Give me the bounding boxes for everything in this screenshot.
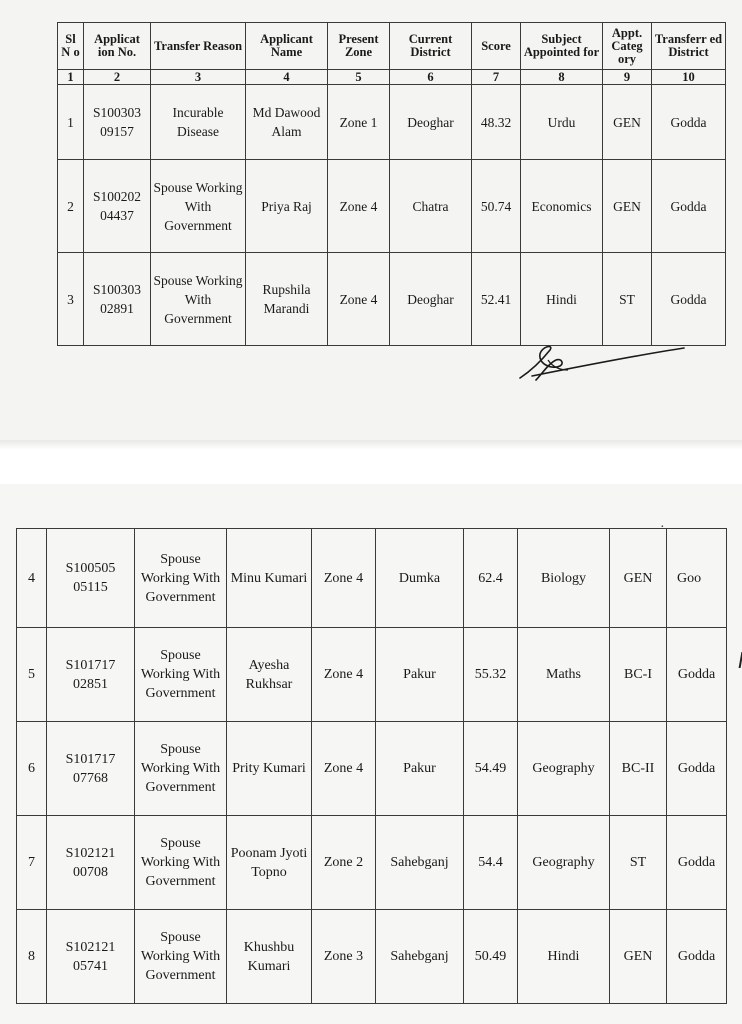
table-row (17, 722, 727, 816)
column-number: 7 (472, 70, 521, 85)
column-number: 10 (652, 70, 726, 85)
cell-present-zone: Zone 4 (312, 722, 376, 816)
header-subject: Subject Appointed for (521, 23, 603, 70)
cell-category: GEN (603, 85, 652, 160)
scan-edge-mark (733, 652, 742, 668)
cell-transferred-district: Godda (652, 85, 726, 160)
header-transfer-reason: Transfer Reason (151, 23, 246, 70)
transfer-table-page-1 (57, 22, 726, 346)
cell-transferred-district: Godda (667, 628, 727, 722)
column-number: 8 (521, 70, 603, 85)
cell-category: ST (610, 816, 667, 910)
cell-current-district: Pakur (376, 628, 464, 722)
cell-application-no: S101717 02851 (47, 628, 135, 722)
cell-sl: 8 (17, 910, 47, 1004)
cell-applicant-name: Poonam Jyoti Topno (227, 816, 312, 910)
cell-transfer-reason: Spouse Working With Government (135, 628, 227, 722)
cell-current-district: Dumka (376, 529, 464, 628)
column-number: 6 (390, 70, 472, 85)
cell-present-zone: Zone 3 (312, 910, 376, 1004)
cell-score: 54.49 (464, 722, 518, 816)
cell-transfer-reason: Spouse Working With Government (151, 160, 246, 253)
cell-current-district: Deoghar (390, 253, 472, 346)
cell-application-no: S100202 04437 (84, 160, 151, 253)
cell-subject: Economics (521, 160, 603, 253)
cell-sl: 7 (17, 816, 47, 910)
cell-present-zone: Zone 4 (312, 529, 376, 628)
cell-transfer-reason: Spouse Working With Government (135, 722, 227, 816)
cell-transferred-district: Godda (667, 816, 727, 910)
cell-subject: Hindi (521, 253, 603, 346)
cell-current-district: Deoghar (390, 85, 472, 160)
cell-application-no: S100303 02891 (84, 253, 151, 346)
column-number: 9 (603, 70, 652, 85)
column-number: 1 (58, 70, 84, 85)
cell-category: GEN (610, 910, 667, 1004)
header-applicant-name: Applicant Name (246, 23, 328, 70)
cell-score: 52.41 (472, 253, 521, 346)
cell-category: ST (603, 253, 652, 346)
cell-subject: Biology (518, 529, 610, 628)
table-row (58, 253, 726, 346)
column-number-row (58, 70, 726, 85)
signature (512, 340, 692, 390)
cell-category: BC-II (610, 722, 667, 816)
page-edge-shadow (0, 440, 742, 450)
cell-score: 54.4 (464, 816, 518, 910)
cell-score: 50.49 (464, 910, 518, 1004)
cell-transferred-district: Goo (667, 529, 727, 628)
cell-transferred-district: Godda (667, 722, 727, 816)
table-row (17, 816, 727, 910)
cell-present-zone: Zone 4 (312, 628, 376, 722)
cell-score: 50.74 (472, 160, 521, 253)
cell-application-no: S101717 07768 (47, 722, 135, 816)
page-gap (0, 448, 742, 484)
table-row (17, 910, 727, 1004)
cell-subject: Geography (518, 816, 610, 910)
column-number: 2 (84, 70, 151, 85)
cell-category: GEN (603, 160, 652, 253)
cell-transferred-district: Godda (667, 910, 727, 1004)
table-row (17, 628, 727, 722)
cell-application-no: S102121 05741 (47, 910, 135, 1004)
table-row (58, 160, 726, 253)
scan-speck: · (660, 520, 665, 535)
header-transferred-district: Transferr ed District (652, 23, 726, 70)
cell-present-zone: Zone 4 (328, 253, 390, 346)
cell-transfer-reason: Spouse Working With Government (135, 910, 227, 1004)
cell-present-zone: Zone 1 (328, 85, 390, 160)
cell-current-district: Pakur (376, 722, 464, 816)
cell-applicant-name: Khushbu Kumari (227, 910, 312, 1004)
cell-application-no: S102121 00708 (47, 816, 135, 910)
cell-sl: 3 (58, 253, 84, 346)
cell-transfer-reason: Incurable Disease (151, 85, 246, 160)
header-score: Score (472, 23, 521, 70)
header-sl: Sl N o (58, 23, 84, 70)
cell-present-zone: Zone 2 (312, 816, 376, 910)
transfer-table-page-2 (16, 528, 727, 1004)
cell-transfer-reason: Spouse Working With Government (135, 816, 227, 910)
cell-subject: Maths (518, 628, 610, 722)
table-row (58, 85, 726, 160)
cell-category: GEN (610, 529, 667, 628)
cell-applicant-name: Md Dawood Alam (246, 85, 328, 160)
cell-current-district: Sahebganj (376, 816, 464, 910)
cell-sl: 2 (58, 160, 84, 253)
header-current-district: Current District (390, 23, 472, 70)
cell-score: 55.32 (464, 628, 518, 722)
cell-present-zone: Zone 4 (328, 160, 390, 253)
cell-applicant-name: Prity Kumari (227, 722, 312, 816)
cell-subject: Urdu (521, 85, 603, 160)
cell-application-no: S100303 09157 (84, 85, 151, 160)
table-row (17, 529, 727, 628)
cell-score: 62.4 (464, 529, 518, 628)
cell-transferred-district: Godda (652, 253, 726, 346)
cell-applicant-name: Minu Kumari (227, 529, 312, 628)
cell-current-district: Sahebganj (376, 910, 464, 1004)
cell-sl: 6 (17, 722, 47, 816)
column-number: 3 (151, 70, 246, 85)
cell-transfer-reason: Spouse Working With Government (151, 253, 246, 346)
header-row (58, 23, 726, 70)
cell-transfer-reason: Spouse Working With Government (135, 529, 227, 628)
cell-sl: 1 (58, 85, 84, 160)
cell-applicant-name: Priya Raj (246, 160, 328, 253)
header-application-no: Applicat ion No. (84, 23, 151, 70)
cell-current-district: Chatra (390, 160, 472, 253)
column-number: 4 (246, 70, 328, 85)
cell-sl: 5 (17, 628, 47, 722)
cell-subject: Geography (518, 722, 610, 816)
cell-subject: Hindi (518, 910, 610, 1004)
cell-sl: 4 (17, 529, 47, 628)
header-category: Appt. Categ ory (603, 23, 652, 70)
cell-transferred-district: Godda (652, 160, 726, 253)
cell-applicant-name: Rupshila Marandi (246, 253, 328, 346)
cell-score: 48.32 (472, 85, 521, 160)
cell-applicant-name: Ayesha Rukhsar (227, 628, 312, 722)
cell-application-no: S100505 05115 (47, 529, 135, 628)
cell-category: BC-I (610, 628, 667, 722)
header-present-zone: Present Zone (328, 23, 390, 70)
column-number: 5 (328, 70, 390, 85)
